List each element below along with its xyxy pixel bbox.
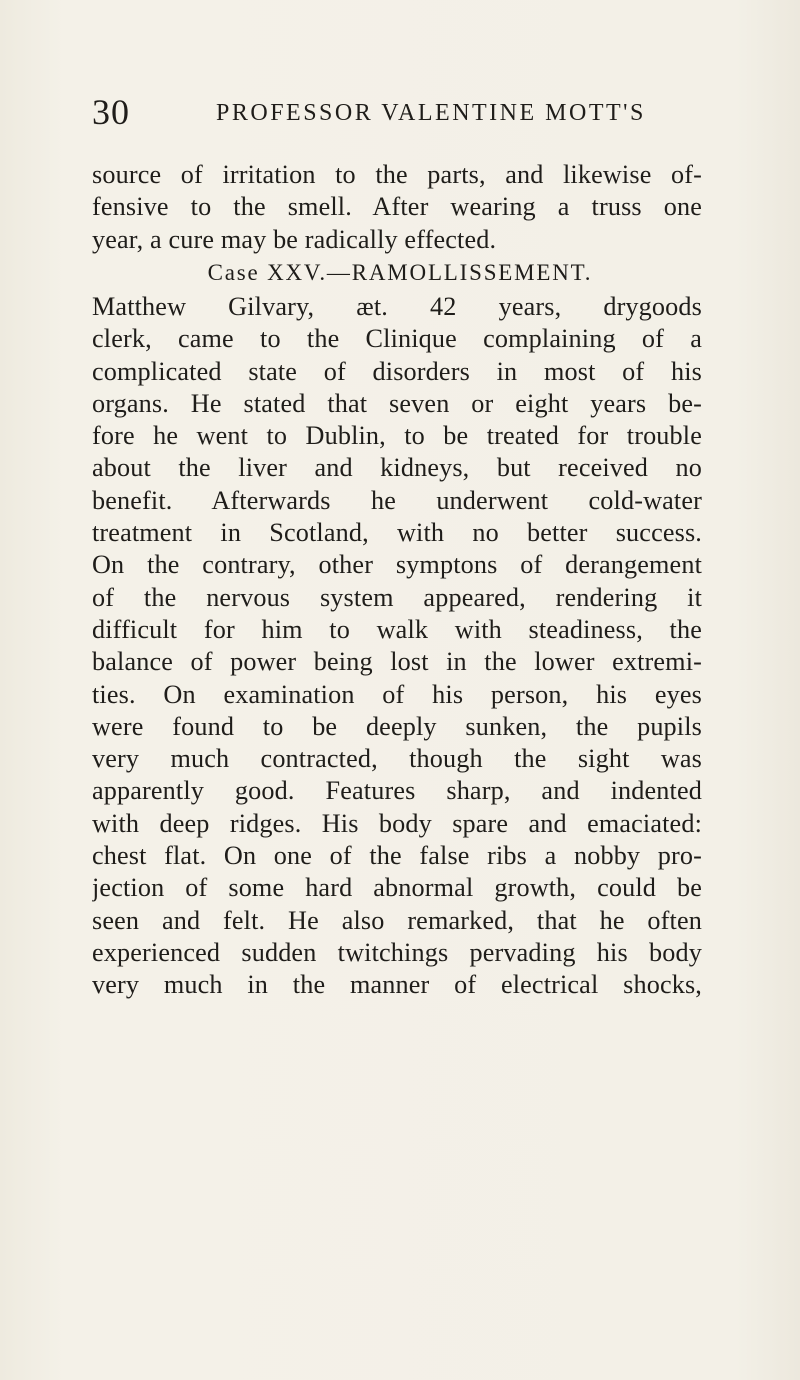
text-line: experienced sudden twitchings pervading his body (92, 937, 702, 967)
text-line: source of irritation to the parts, and likewise of- (92, 160, 702, 189)
text-line: very much contracted, though the sight was (92, 744, 702, 774)
running-head: PROFESSOR VALENTINE MOTT'S (216, 100, 646, 126)
text-line: with deep ridges. His body spare and emaciated: (92, 808, 702, 838)
text-line: balance of power being lost in the lower extremi- (92, 647, 702, 677)
text-line: very much in the manner of electrical shocks, (92, 970, 702, 1000)
text-line: treatment in Scotland, with no better success. (92, 518, 702, 548)
text-line: benefit. Afterwards he underwent cold-water (92, 485, 702, 515)
text-line: of the nervous system appeared, rendering it (92, 582, 702, 612)
text-line: fensive to the smell. After wearing a truss one (92, 192, 702, 222)
text-line: organs. He stated that seven or eight years be- (92, 388, 702, 418)
text-line: apparently good. Features sharp, and indented (92, 776, 702, 806)
text-line: chest flat. On one of the false ribs a nobby pro- (92, 841, 702, 871)
text-line: clerk, came to the Clinique complaining of a (92, 324, 702, 354)
text-line: On the contrary, other symptons of derangement (92, 550, 702, 580)
text-line: jection of some hard abnormal growth, could be (92, 873, 702, 903)
case-paragraph (92, 291, 702, 1002)
page-number: 30 (92, 92, 130, 132)
text-line: were found to be deeply sunken, the pupils (92, 711, 702, 741)
text-line: difficult for him to walk with steadiness, the (92, 614, 702, 644)
text-line: about the liver and kidneys, but received no (92, 453, 702, 483)
page-header (92, 92, 672, 132)
case-heading: Case XXV.—RAMOLLISSEMENT. (207, 260, 593, 285)
intro-paragraph (92, 159, 702, 256)
text-line: Matthew Gilvary, æt. 42 years, drygoods (92, 292, 702, 321)
text-line: fore he went to Dublin, to be treated for trouble (92, 421, 702, 451)
text-line: complicated state of disorders in most of his (92, 356, 702, 386)
text-line: ties. On examination of his person, his eyes (92, 679, 702, 709)
text-line: year, a cure may be radically effected. (92, 224, 497, 254)
text-line: seen and felt. He also remarked, that he often (92, 905, 702, 935)
